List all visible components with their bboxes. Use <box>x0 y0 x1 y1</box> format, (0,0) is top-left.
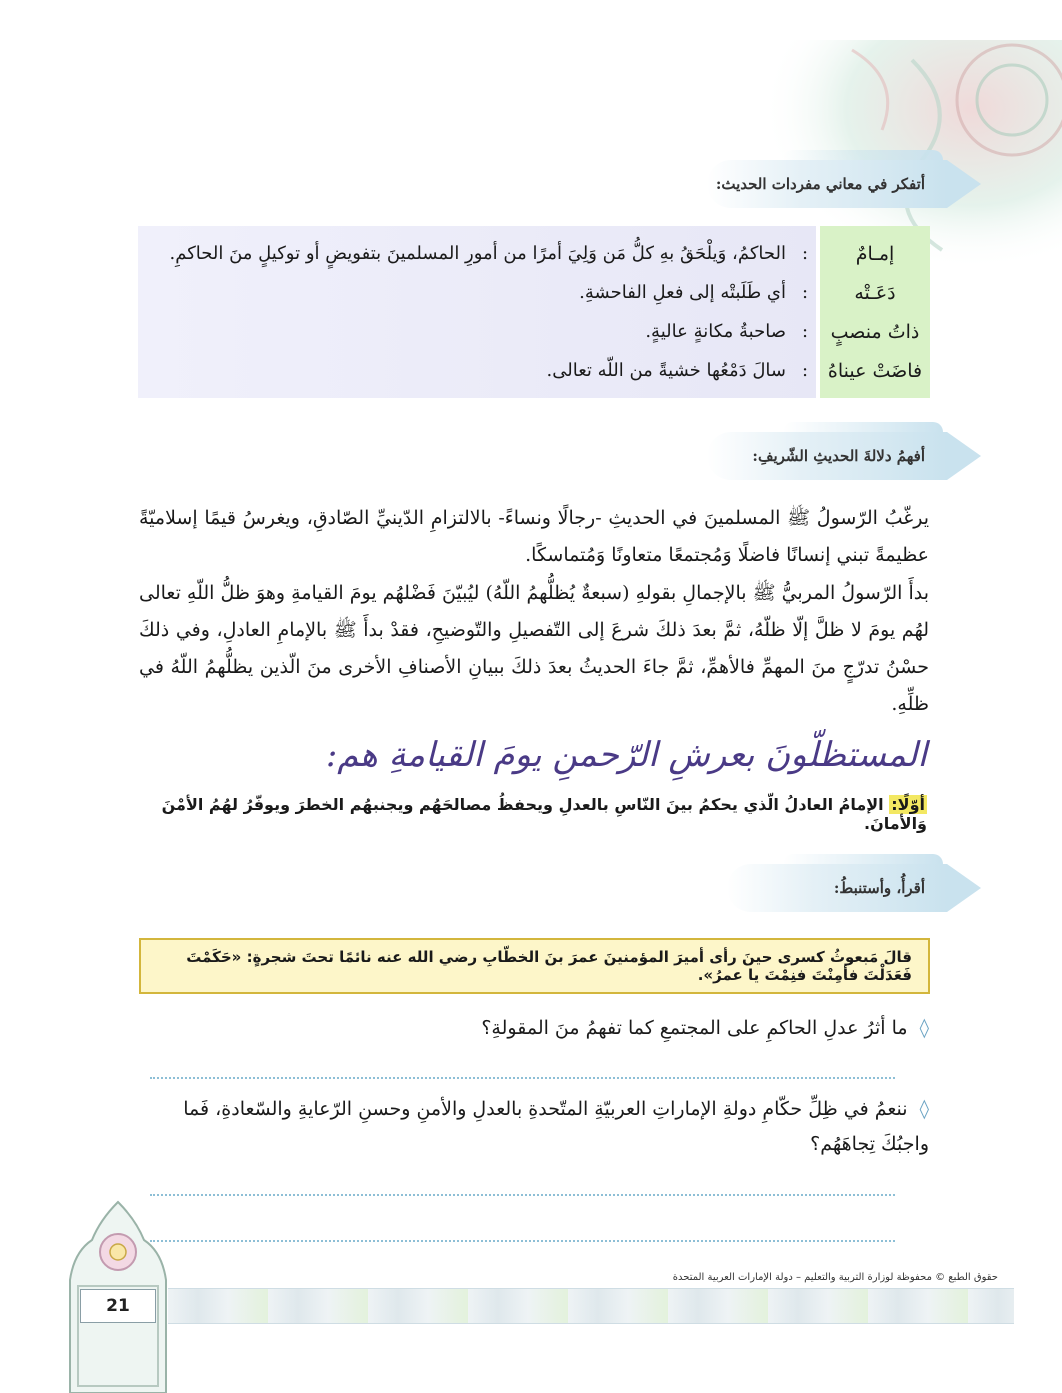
vocab-term: ذاتُ منصبٍ <box>830 320 920 343</box>
point-first-label: أوّلًا: <box>891 795 925 814</box>
point-first-text: الإمامُ العادلُ الّذي يحكمُ بينَ النّاسِ بالعدلِ ويحفظُ مصالحَهُم ويجنبهُم الخطرَ ويوفّرُ لهُمُ الأمْنَ وَالأمانَ. <box>161 795 927 833</box>
vocab-definition: صاحبةُ مكانةٍ عاليةٍ. <box>645 321 786 342</box>
vocab-definition: أي طَلَبتْه إلى فعلِ الفاحشةِ. <box>579 282 786 303</box>
section-tab-reflect <box>707 160 947 208</box>
answer-line[interactable] <box>150 1194 895 1196</box>
answer-line[interactable] <box>150 1240 895 1242</box>
footer-decorative-band <box>168 1288 1014 1324</box>
section-tab-read-deduce-label: أقرأُ، وأستنبطُ: <box>833 879 925 897</box>
question-item <box>139 1011 929 1046</box>
paragraph-intro: يرغّبُ الرّسولُ ﷺ المسلمينَ في الحديثِ -رجالًا ونساءً- بالالتزامِ الدّينيِّ الصّادقِ، ويغرسُ قيمًا إسلاميّةً عظيمةً تبني إنسانًا فاضلًا وَمُجتمعًا متعاونًا وَمُتماسكًا. <box>139 507 929 566</box>
answer-line[interactable] <box>150 1077 895 1079</box>
vocabulary-table <box>138 226 930 398</box>
vocab-term: فاضَتْ عيناهُ <box>827 359 923 382</box>
diamond-bullet-icon: ◊ <box>919 1098 929 1120</box>
shaded-ones-heading: المستظلّونَ بعرشِ الرّحمنِ يومَ القيامةِ هم: <box>325 735 927 775</box>
copyright-note: حقوق الطبع © محفوظة لوزارة التربية والتعليم – دولة الإمارات العربية المتحدة <box>672 1272 998 1283</box>
page-number: 21 <box>80 1289 156 1323</box>
diamond-bullet-icon: ◊ <box>919 1017 929 1039</box>
vocab-definition-row <box>138 360 816 381</box>
paragraph-explanation: بدأَ الرّسولُ المربيُّ ﷺ بالإجمالِ بقولهِ (سبعةٌ يُظلُّهمُ اللّهُ) ليُبيّنَ فَضْلهُم يومَ القيامةِ وهوَ ظلُّ اللّهِ تعالى لهُم يومَ لا ظلَّ إلّا ظلّهُ، ثمَّ بعدَ ذلكَ شرعَ إلى التّفصيلِ والتّوضيحِ، فقدْ بدأَ ﷺ بالإمامِ العادلِ، وفي ذلكَ حسْنُ تدرّجٍ منَ المهمِّ فالأهمِّ، ثمَّ جاءَ الحديثُ بعدَ ذلكَ ببيانِ الأصنافِ الأخرى منَ الّذين يظلُّهمُ اللّهُ في ظلِّهِ. <box>139 582 929 715</box>
vocab-colon: : <box>801 321 809 342</box>
vocab-definition: سالَ دَمْعُها خشيةً من اللّه تعالى. <box>546 360 786 381</box>
vocab-term: إمـامٌ <box>855 242 895 265</box>
vocabulary-terms-column <box>820 226 930 398</box>
vocab-definition: الحاكمُ، وَيلْحَقُ بهِ كلُّ مَن وَلِيَ أمرًا من أمورِ المسلمينَ بتفويضٍ أو توكيلٍ منَ الحاكمِ. <box>169 243 786 264</box>
section-tab-reflect-label: أتفكر في معاني مفردات الحديث: <box>715 175 925 193</box>
vocab-colon: : <box>801 282 809 303</box>
question-text: ما أثرُ عدلِ الحاكمِ على المجتمعِ كما تفهمُ منَ المقولةِ؟ <box>481 1017 908 1039</box>
question-item <box>139 1092 929 1162</box>
vocab-definition-row <box>138 243 816 264</box>
quote-text: قالَ مَبعوثُ كسرى حينَ رأى أميرَ المؤمنينَ عمرَ بنَ الخطّابِ رضي الله عنه نائمًا تحتَ شجرةٍ: «حَكَمْتَ فَعَدَلْتَ فأمِنْتَ فنِمْتَ يا عمرُ». <box>186 948 912 984</box>
vocab-definition-row <box>138 321 816 342</box>
section-tab-understand <box>707 432 947 480</box>
vocab-term: دَعَـتْه <box>854 281 896 304</box>
section-tab-read-deduce <box>727 864 947 912</box>
quote-box <box>139 938 930 994</box>
section-tab-understand-label: أفهمُ دلالةَ الحديثِ الشّريفِ: <box>752 447 925 465</box>
question-text: ننعمُ في ظِلِّ حكّامِ دولةِ الإماراتِ العربيّةِ المتّحدةِ بالعدلِ والأمنِ وحسنِ الرّعايةِ والسّعادةِ، فَما واجبُكَ تِجاهَهُم؟ <box>183 1098 929 1155</box>
vocab-definition-row <box>138 282 816 303</box>
vocab-colon: : <box>801 360 809 381</box>
vocab-colon: : <box>801 243 809 264</box>
vocabulary-definitions-column <box>138 226 816 398</box>
point-first <box>127 795 927 833</box>
